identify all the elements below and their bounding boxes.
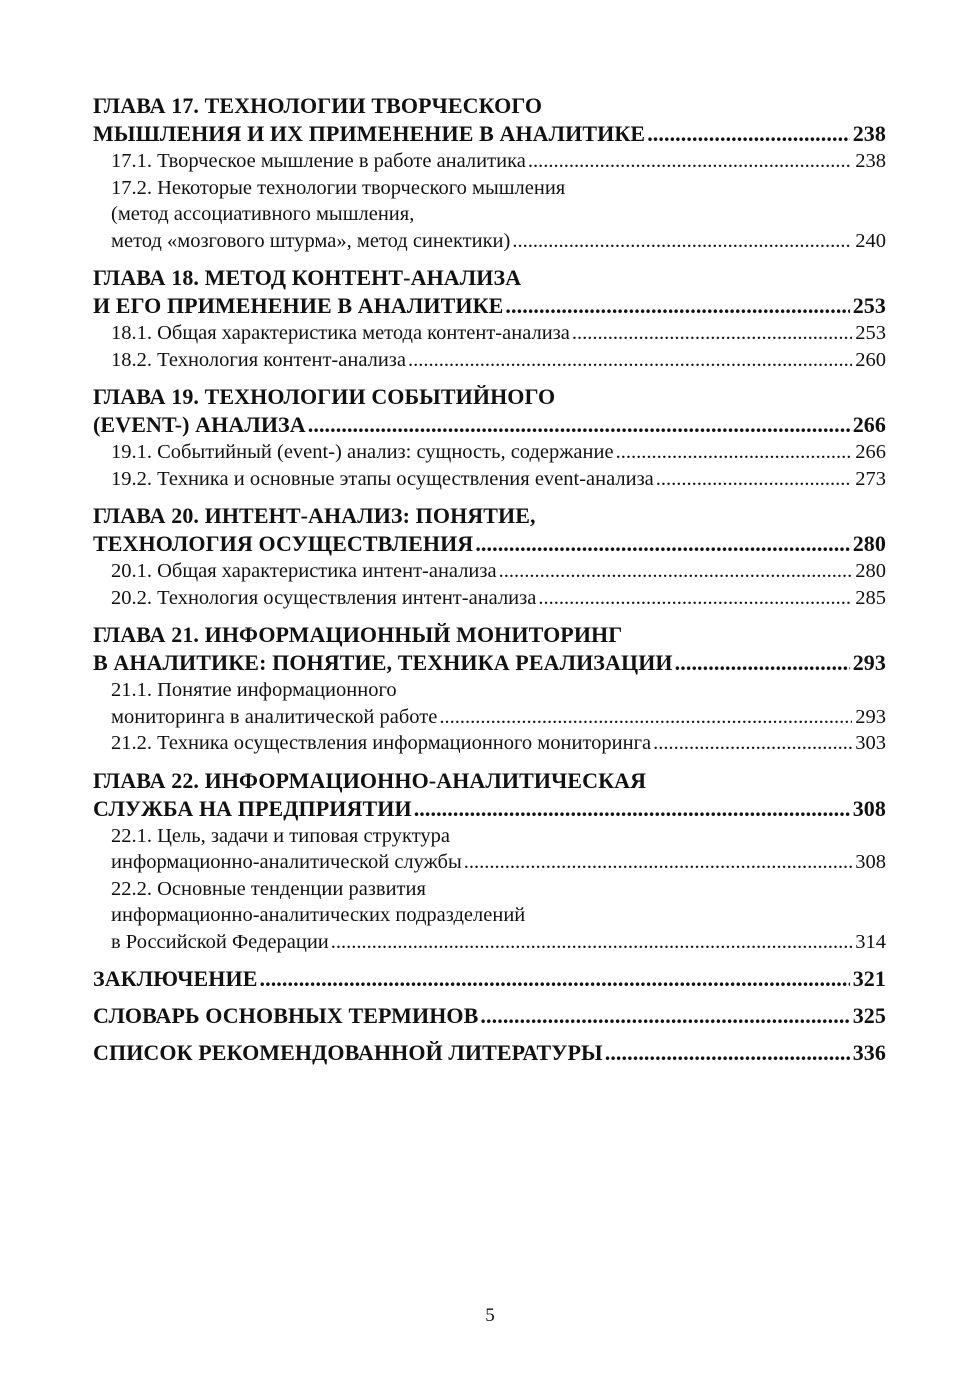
chapter-title-line <box>93 92 886 120</box>
chapter-title-line <box>93 383 886 411</box>
entry-page-number: 321 <box>852 966 886 991</box>
section-line <box>93 902 886 929</box>
leader-dots <box>675 649 850 677</box>
section-page-number: 285 <box>855 586 886 609</box>
leader-dots <box>480 1002 849 1030</box>
chapter-title-text: ГЛАВА 20. ИНТЕНТ-АНАЛИЗ: ПОНЯТИЕ, <box>93 503 536 528</box>
section-line <box>93 876 886 903</box>
leader-dots <box>656 466 852 493</box>
section-title-text: 22.2. Основные тенденции развития <box>111 877 426 900</box>
section-page-number: 260 <box>855 348 886 371</box>
section-title-text: (метод ассоциативного мышления, <box>111 203 415 225</box>
chapter-title-text: ГЛАВА 22. ИНФОРМАЦИОННО-АНАЛИТИЧЕСКАЯ <box>93 767 647 793</box>
chapter-title-text: ГЛАВА 17. ТЕХНОЛОГИИ ТВОРЧЕСКОГО <box>93 93 543 118</box>
leader-dots <box>616 439 853 466</box>
section-line[interactable] <box>93 148 886 175</box>
chapter-title-line[interactable] <box>93 120 886 148</box>
toc-entry-conclusion[interactable] <box>93 965 886 993</box>
chapter-title-line[interactable] <box>93 411 886 439</box>
leader-dots <box>512 228 852 255</box>
chapter-title-text: МЫШЛЕНИЯ И ИХ ПРИМЕНЕНИЕ В АНАЛИТИКЕ <box>93 121 646 146</box>
section-title-text: 21.1. Понятие информационного <box>111 679 397 701</box>
entry-title-text: СЛОВАРЬ ОСНОВНЫХ ТЕРМИНОВ <box>93 1003 479 1028</box>
chapter-page-number: 266 <box>852 412 886 437</box>
section-line[interactable] <box>93 585 886 612</box>
section-title-text: 20.1. Общая характеристика интент-анализа <box>111 560 497 582</box>
leader-dots <box>605 1039 850 1067</box>
chapter-title-text: В АНАЛИТИКЕ: ПОНЯТИЕ, ТЕХНИКА РЕАЛИЗАЦИИ <box>93 650 673 675</box>
section-line[interactable] <box>93 347 886 374</box>
section-title-text: 19.2. Техника и основные этапы осуществления event-анализа <box>111 467 654 490</box>
section-line[interactable] <box>93 466 886 493</box>
chapter-title-line[interactable] <box>93 649 886 677</box>
chapter-title-text: (EVENT-) АНАЛИЗА <box>93 412 306 437</box>
chapter-page-number: 308 <box>852 795 886 821</box>
section-title-text: метод «мозгового штурма», метод синектики) <box>111 229 511 252</box>
section-title-text: 21.2. Техника осуществления информационного мониторинга <box>111 732 652 754</box>
chapter-21 <box>93 621 886 757</box>
chapter-22 <box>93 767 886 956</box>
section-page-number: 266 <box>855 441 886 463</box>
section-title-text: 17.2. Некоторые технологии творческого мышления <box>111 176 566 199</box>
section-page-number: 314 <box>855 930 886 953</box>
section-title-text: 20.2. Технология осуществления интент-анализа <box>111 586 537 609</box>
section-line[interactable] <box>93 558 886 585</box>
table-of-contents <box>93 92 886 1076</box>
chapter-title-text: ГЛАВА 19. ТЕХНОЛОГИИ СОБЫТИЙНОГО <box>93 384 556 409</box>
chapter-18 <box>93 264 886 373</box>
section-line[interactable] <box>93 849 886 876</box>
chapter-19 <box>93 383 886 492</box>
section-title-text: 17.1. Творческое мышление в работе аналитика <box>111 150 526 172</box>
entry-title-text: ЗАКЛЮЧЕНИЕ <box>93 966 258 991</box>
section-page-number: 238 <box>855 150 886 172</box>
chapter-page-number: 280 <box>852 531 886 556</box>
chapter-title-text: ТЕХНОЛОГИЯ ОСУЩЕСТВЛЕНИЯ <box>93 531 474 556</box>
section-line[interactable] <box>93 704 886 731</box>
section-line <box>93 175 886 202</box>
chapter-20 <box>93 502 886 611</box>
leader-dots <box>439 704 852 731</box>
chapter-17 <box>93 92 886 254</box>
section-line <box>93 201 886 228</box>
section-page-number: 293 <box>855 705 886 728</box>
leader-dots <box>653 730 852 757</box>
entry-page-number: 325 <box>852 1003 886 1028</box>
chapter-title-line <box>93 621 886 649</box>
entry-page-number: 336 <box>852 1040 886 1065</box>
section-title-text: мониторинга в аналитической работе <box>111 705 438 728</box>
section-line <box>93 823 886 850</box>
leader-dots <box>331 929 852 956</box>
chapter-page-number: 293 <box>852 650 886 675</box>
leader-dots <box>414 795 850 823</box>
chapter-title-line[interactable] <box>93 795 886 823</box>
entry-title-text: СПИСОК РЕКОМЕНДОВАННОЙ ЛИТЕРАТУРЫ <box>93 1040 603 1065</box>
section-page-number: 253 <box>855 322 886 344</box>
leader-dots <box>647 120 850 148</box>
chapter-title-line <box>93 264 886 292</box>
chapter-title-text: ГЛАВА 18. МЕТОД КОНТЕНТ-АНАЛИЗА <box>93 265 522 290</box>
leader-dots <box>499 558 853 585</box>
section-line[interactable] <box>93 320 886 347</box>
chapter-title-line <box>93 767 886 795</box>
leader-dots <box>538 585 852 612</box>
leader-dots <box>505 292 849 320</box>
chapter-page-number: 238 <box>852 121 886 146</box>
section-title-text: 19.1. Событийный (event-) анализ: сущность, содержание <box>111 441 614 463</box>
leader-dots <box>475 530 849 558</box>
section-title-text: информационно-аналитической службы <box>111 851 462 873</box>
section-page-number: 303 <box>855 732 886 754</box>
section-line[interactable] <box>93 929 886 956</box>
leader-dots <box>408 347 852 374</box>
chapter-title-line <box>93 502 886 530</box>
toc-entry-bibliography[interactable] <box>93 1039 886 1067</box>
section-title-text: 18.2. Технология контент-анализа <box>111 348 407 371</box>
chapter-title-line[interactable] <box>93 530 886 558</box>
chapter-title-text: ГЛАВА 21. ИНФОРМАЦИОННЫЙ МОНИТОРИНГ <box>93 622 623 647</box>
chapter-title-line[interactable] <box>93 292 886 320</box>
chapter-page-number: 253 <box>852 293 886 318</box>
chapter-title-text: СЛУЖБА НА ПРЕДПРИЯТИИ <box>93 795 412 821</box>
section-title-text: 18.1. Общая характеристика метода контент-анализа <box>111 322 570 344</box>
section-line[interactable] <box>93 228 886 255</box>
section-page-number: 280 <box>855 560 886 582</box>
leader-dots <box>464 849 853 876</box>
chapter-title-text: И ЕГО ПРИМЕНЕНИЕ В АНАЛИТИКЕ <box>93 293 504 318</box>
section-page-number: 240 <box>855 229 886 252</box>
leader-dots <box>572 320 852 347</box>
leader-dots <box>308 411 850 439</box>
section-title-text: информационно-аналитических подразделений <box>111 904 526 926</box>
section-title-text: 22.1. Цель, задачи и типовая структура <box>111 824 450 847</box>
section-title-text: в Российской Федерации <box>111 930 329 953</box>
section-line[interactable] <box>93 439 886 466</box>
toc-entry-glossary[interactable] <box>93 1002 886 1030</box>
leader-dots <box>260 965 850 993</box>
section-line <box>93 677 886 704</box>
section-page-number: 308 <box>855 851 886 873</box>
section-line[interactable] <box>93 730 886 757</box>
section-page-number: 273 <box>855 467 886 490</box>
page-number: 5 <box>485 1305 495 1326</box>
leader-dots <box>528 148 852 175</box>
